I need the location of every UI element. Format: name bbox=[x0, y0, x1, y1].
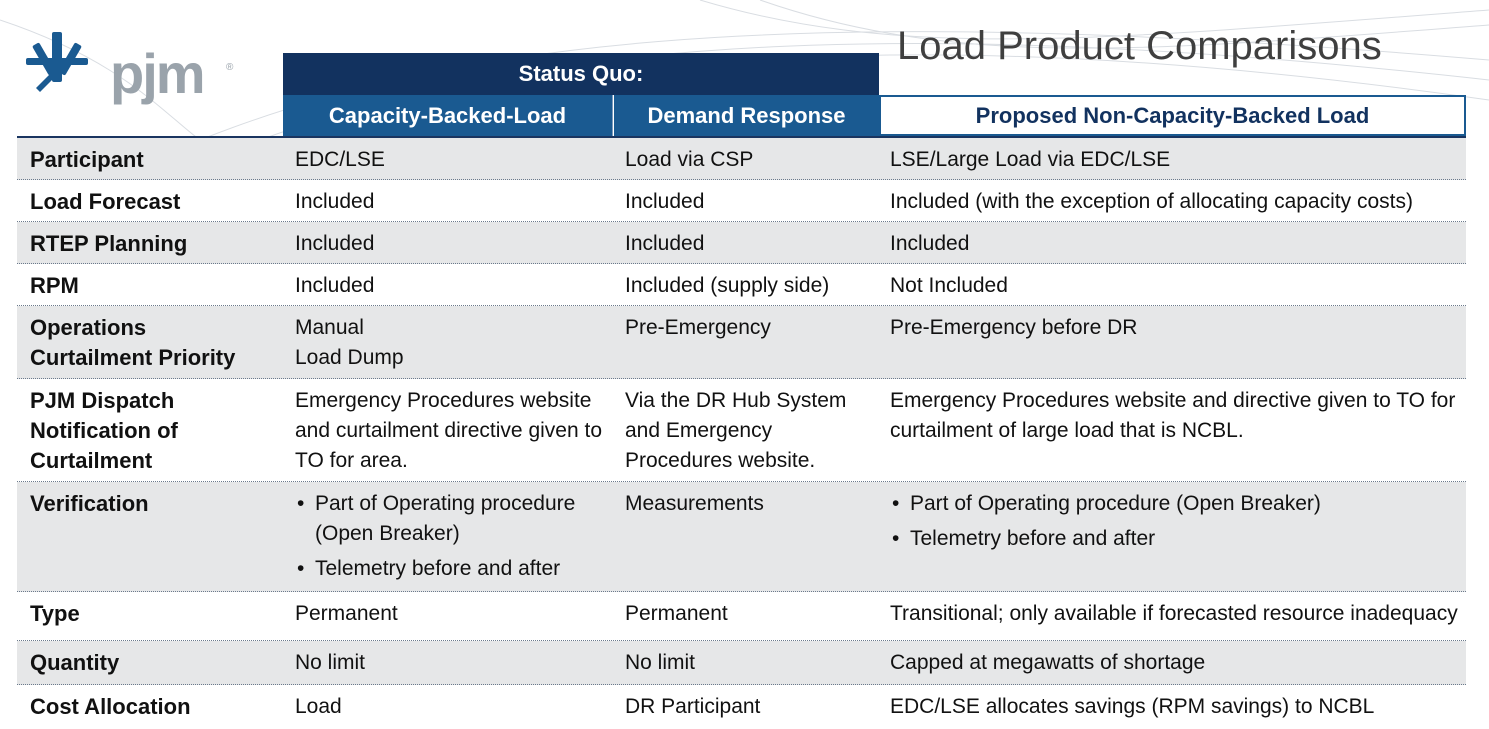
cell-line: Emergency Procedures website and directive given to TO for bbox=[890, 389, 1456, 412]
bullet-line: • Telemetry before and after bbox=[910, 527, 1156, 550]
cell-cbl bbox=[295, 313, 615, 373]
cell-cbl: Included bbox=[295, 232, 375, 255]
row-label bbox=[30, 313, 280, 373]
bullet-item bbox=[295, 554, 615, 584]
bullet-item bbox=[890, 524, 1460, 554]
row-cost-allocation bbox=[17, 685, 1466, 729]
row-rpm bbox=[17, 264, 1466, 306]
cell-dr: Load via CSP bbox=[625, 148, 754, 171]
cell-line: curtailment of large load that is NCBL. bbox=[890, 419, 1244, 442]
cell-ncbl: Transitional; only available if forecasted resource inadequacy bbox=[890, 602, 1458, 625]
cell-cbl: EDC/LSE bbox=[295, 148, 385, 171]
row-participant bbox=[17, 138, 1466, 180]
bullet-line: • Telemetry before and after bbox=[315, 557, 561, 580]
cell-ncbl: LSE/Large Load via EDC/LSE bbox=[890, 148, 1171, 171]
col-header-dr: Demand Response bbox=[614, 95, 879, 136]
status-quo-header: Status Quo: bbox=[283, 53, 879, 95]
row-label: Quantity bbox=[30, 650, 120, 675]
cell-ncbl: Pre-Emergency before DR bbox=[890, 316, 1138, 339]
cell-ncbl bbox=[890, 489, 1460, 554]
cell-line: Emergency Procedures website bbox=[295, 389, 592, 412]
row-quantity bbox=[17, 641, 1466, 685]
bullet-item bbox=[295, 489, 615, 549]
cell-line: TO for area. bbox=[295, 449, 408, 472]
row-label-line: Curtailment Priority bbox=[30, 345, 236, 370]
cell-cbl: Included bbox=[295, 274, 375, 297]
cell-dr: Measurements bbox=[625, 492, 764, 515]
comparison-table bbox=[17, 138, 1466, 729]
cell-line: and curtailment directive given to bbox=[295, 419, 602, 442]
row-label bbox=[30, 386, 280, 476]
row-label: Participant bbox=[30, 147, 144, 172]
row-label: Cost Allocation bbox=[30, 694, 191, 719]
cell-dr: Included bbox=[625, 190, 705, 213]
row-label: RPM bbox=[30, 273, 79, 298]
col-header-cbl: Capacity-Backed-Load bbox=[283, 95, 613, 136]
cell-dr: Included bbox=[625, 232, 705, 255]
cell-dr: No limit bbox=[625, 651, 696, 674]
row-label: Load Forecast bbox=[30, 189, 181, 214]
cell-ncbl: Included (with the exception of allocating capacity costs) bbox=[890, 190, 1413, 213]
pjm-logo-icon bbox=[22, 28, 94, 92]
row-label: Type bbox=[30, 601, 80, 626]
cell-cbl: Permanent bbox=[295, 602, 398, 625]
cell-dr: Pre-Emergency bbox=[625, 316, 771, 339]
col-header-ncbl: Proposed Non-Capacity-Backed Load bbox=[879, 95, 1466, 136]
logo-wordmark: pjm bbox=[110, 42, 204, 105]
cell-ncbl: Included bbox=[890, 232, 970, 255]
logo-registered-mark: ® bbox=[226, 62, 234, 73]
cell-ncbl bbox=[890, 386, 1460, 446]
row-label: RTEP Planning bbox=[30, 231, 188, 256]
row-verification bbox=[17, 482, 1466, 592]
row-label-line: Notification of bbox=[30, 418, 178, 443]
bullet-line: (Open Breaker) bbox=[315, 522, 460, 545]
cell-dr: Included (supply side) bbox=[625, 274, 830, 297]
row-label: Verification bbox=[30, 491, 149, 516]
row-label-line: Curtailment bbox=[30, 448, 153, 473]
pjm-logo bbox=[22, 24, 234, 105]
cell-dr bbox=[625, 386, 880, 476]
bullet-line: • Part of Operating procedure bbox=[315, 492, 576, 515]
cell-cbl: No limit bbox=[295, 651, 366, 674]
cell-line: and Emergency bbox=[625, 419, 773, 442]
cell-cbl bbox=[295, 489, 615, 584]
row-rtep-planning bbox=[17, 222, 1466, 264]
cell-cbl: Load bbox=[295, 695, 342, 718]
cell-cbl bbox=[295, 386, 615, 476]
row-label-line: PJM Dispatch bbox=[30, 388, 175, 413]
cell-line: Load Dump bbox=[295, 346, 404, 369]
cell-ncbl: Capped at megawatts of shortage bbox=[890, 651, 1206, 674]
cell-line: Manual bbox=[295, 316, 364, 339]
cell-ncbl: EDC/LSE allocates savings (RPM savings) to NCBL bbox=[890, 695, 1375, 718]
cell-ncbl: Not Included bbox=[890, 274, 1008, 297]
row-pjm-dispatch-notification bbox=[17, 379, 1466, 482]
row-operations-curtailment-priority bbox=[17, 306, 1466, 379]
cell-line: Procedures website. bbox=[625, 449, 816, 472]
row-type bbox=[17, 592, 1466, 641]
row-label-line: Operations bbox=[30, 315, 147, 340]
bullet-line: • Part of Operating procedure (Open Breaker) bbox=[910, 492, 1321, 515]
cell-cbl: Included bbox=[295, 190, 375, 213]
cell-dr: DR Participant bbox=[625, 695, 761, 718]
row-load-forecast bbox=[17, 180, 1466, 222]
page-title: Load Product Comparisons bbox=[897, 24, 1382, 68]
cell-line: Via the DR Hub System bbox=[625, 389, 847, 412]
cell-dr: Permanent bbox=[625, 602, 728, 625]
bullet-item bbox=[890, 489, 1460, 519]
